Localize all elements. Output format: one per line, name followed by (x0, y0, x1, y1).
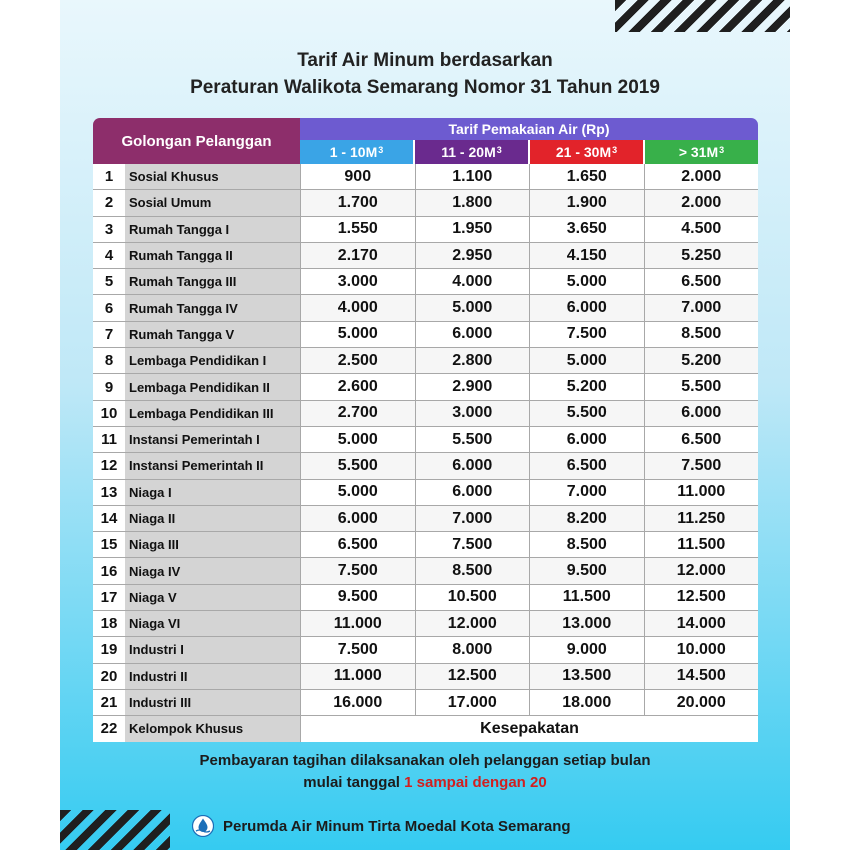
range-unit-exponent: 3 (378, 145, 384, 155)
customer-group-name: Rumah Tangga V (125, 322, 300, 347)
table-row (93, 636, 758, 662)
table-row (93, 584, 758, 610)
tariff-value: 11.500 (644, 532, 759, 557)
tariff-value: 2.500 (300, 348, 415, 373)
tariff-value: 6.500 (300, 532, 415, 557)
table-row (93, 294, 758, 320)
tariff-value: 6.000 (415, 322, 530, 347)
title-line-2: Peraturan Walikota Semarang Nomor 31 Tahun 2019 (190, 77, 660, 98)
customer-group-name: Rumah Tangga IV (125, 295, 300, 320)
customer-group-name: Niaga VI (125, 611, 300, 636)
tariff-value: 13.500 (529, 664, 644, 689)
row-number: 10 (93, 401, 125, 426)
tariff-value: 14.500 (644, 664, 759, 689)
tariff-value: 11.500 (529, 585, 644, 610)
tariff-value: 2.600 (300, 374, 415, 399)
range-unit-exponent: 3 (496, 145, 502, 155)
page-title (60, 47, 790, 101)
tariff-value: 7.000 (644, 295, 759, 320)
tariff-value: 5.000 (300, 480, 415, 505)
customer-group-name: Rumah Tangga II (125, 243, 300, 268)
tariff-value: 4.500 (644, 217, 759, 242)
tariff-value: 9.500 (529, 558, 644, 583)
tariff-table (93, 118, 758, 742)
tariff-value: 6.500 (644, 427, 759, 452)
tariff-value: 1.100 (415, 164, 530, 189)
tariff-value: 6.000 (529, 295, 644, 320)
table-row (93, 715, 758, 741)
tariff-value: 5.000 (529, 348, 644, 373)
row-number: 22 (93, 716, 125, 741)
row-number: 16 (93, 558, 125, 583)
tariff-value: 20.000 (644, 690, 759, 715)
row-number: 14 (93, 506, 125, 531)
row-number: 18 (93, 611, 125, 636)
tariff-value: 8.200 (529, 506, 644, 531)
tariff-value: 5.500 (300, 453, 415, 478)
tariff-value: 6.000 (644, 401, 759, 426)
header-range-3 (528, 140, 643, 164)
tariff-value: 5.000 (300, 322, 415, 347)
tariff-value: 5.200 (644, 348, 759, 373)
title-line-1: Tarif Air Minum berdasarkan (297, 50, 553, 71)
tariff-value: 12.500 (644, 585, 759, 610)
row-number: 5 (93, 269, 125, 294)
tariff-value: 5.500 (415, 427, 530, 452)
tariff-agreement: Kesepakatan (300, 716, 758, 741)
customer-group-name: Niaga II (125, 506, 300, 531)
tariff-value: 8.500 (415, 558, 530, 583)
row-number: 11 (93, 427, 125, 452)
note-line-2-prefix: mulai tanggal (303, 774, 405, 791)
table-row (93, 164, 758, 189)
table-body (93, 164, 758, 742)
tariff-value: 3.000 (300, 269, 415, 294)
row-number: 9 (93, 374, 125, 399)
tariff-value: 6.000 (529, 427, 644, 452)
tariff-value: 4.000 (415, 269, 530, 294)
tariff-value: 14.000 (644, 611, 759, 636)
tariff-value: 12.000 (644, 558, 759, 583)
table-row (93, 321, 758, 347)
tariff-value: 9.000 (529, 637, 644, 662)
customer-group-name: Rumah Tangga I (125, 217, 300, 242)
tariff-value: 18.000 (529, 690, 644, 715)
tariff-value: 8.500 (529, 532, 644, 557)
tariff-value: 4.000 (300, 295, 415, 320)
table-header (93, 118, 758, 164)
tariff-value: 13.000 (529, 611, 644, 636)
row-number: 13 (93, 480, 125, 505)
tariff-value: 5.200 (529, 374, 644, 399)
tariff-value: 11.250 (644, 506, 759, 531)
header-range-4 (643, 140, 758, 164)
tariff-value: 1.900 (529, 190, 644, 215)
customer-group-name: Instansi Pemerintah II (125, 453, 300, 478)
row-number: 6 (93, 295, 125, 320)
tariff-value: 5.000 (300, 427, 415, 452)
table-row (93, 373, 758, 399)
table-row (93, 531, 758, 557)
tariff-value: 7.000 (415, 506, 530, 531)
row-number: 1 (93, 164, 125, 189)
table-row (93, 452, 758, 478)
table-row (93, 479, 758, 505)
tariff-value: 11.000 (644, 480, 759, 505)
range-unit: M (365, 144, 378, 160)
tariff-value: 3.000 (415, 401, 530, 426)
tariff-value: 7.500 (644, 453, 759, 478)
tariff-value: 9.500 (300, 585, 415, 610)
tariff-value: 10.500 (415, 585, 530, 610)
tariff-value: 11.000 (300, 611, 415, 636)
header-golongan: Golongan Pelanggan (93, 118, 300, 164)
tariff-value: 1.650 (529, 164, 644, 189)
customer-group-name: Industri II (125, 664, 300, 689)
table-row (93, 689, 758, 715)
table-row (93, 400, 758, 426)
row-number: 17 (93, 585, 125, 610)
tariff-value: 7.500 (529, 322, 644, 347)
tariff-value: 900 (300, 164, 415, 189)
tariff-value: 5.500 (644, 374, 759, 399)
customer-group-name: Lembaga Pendidikan II (125, 374, 300, 399)
tariff-value: 5.500 (529, 401, 644, 426)
tariff-value: 5.250 (644, 243, 759, 268)
range-unit-exponent: 3 (612, 145, 618, 155)
header-range-1 (300, 140, 413, 164)
tariff-value: 7.500 (415, 532, 530, 557)
decorative-stripes-bottom (60, 810, 170, 850)
tariff-value: 16.000 (300, 690, 415, 715)
tariff-value: 1.800 (415, 190, 530, 215)
table-row (93, 505, 758, 531)
tariff-value: 6.000 (300, 506, 415, 531)
tariff-value: 2.000 (644, 190, 759, 215)
tariff-value: 6.500 (644, 269, 759, 294)
row-number: 7 (93, 322, 125, 347)
note-line-1: Pembayaran tagihan dilaksanakan oleh pelanggan setiap bulan (199, 752, 651, 769)
tariff-value: 10.000 (644, 637, 759, 662)
header-ranges (300, 140, 758, 164)
tariff-value: 6.000 (415, 453, 530, 478)
tariff-value: 5.000 (415, 295, 530, 320)
tariff-value: 5.000 (529, 269, 644, 294)
water-drop-logo-icon (192, 815, 214, 837)
table-row (93, 189, 758, 215)
customer-group-name: Niaga I (125, 480, 300, 505)
note-date-highlight: 1 sampai dengan 20 (404, 774, 547, 791)
row-number: 21 (93, 690, 125, 715)
customer-group-name: Lembaga Pendidikan I (125, 348, 300, 373)
tariff-value: 12.000 (415, 611, 530, 636)
customer-group-name: Niaga IV (125, 558, 300, 583)
tariff-value: 12.500 (415, 664, 530, 689)
row-number: 3 (93, 217, 125, 242)
tariff-value: 2.800 (415, 348, 530, 373)
tariff-value: 1.550 (300, 217, 415, 242)
company-name: Perumda Air Minum Tirta Moedal Kota Semarang (223, 817, 571, 835)
footer (192, 813, 571, 839)
range-label: 11 - 20 (441, 144, 485, 160)
row-number: 8 (93, 348, 125, 373)
row-number: 20 (93, 664, 125, 689)
table-row (93, 268, 758, 294)
tariff-value: 2.900 (415, 374, 530, 399)
tariff-value: 7.000 (529, 480, 644, 505)
customer-group-name: Sosial Khusus (125, 164, 300, 189)
tariff-value: 11.000 (300, 664, 415, 689)
tariff-value: 6.000 (415, 480, 530, 505)
row-number: 15 (93, 532, 125, 557)
customer-group-name: Rumah Tangga III (125, 269, 300, 294)
table-row (93, 610, 758, 636)
row-number: 2 (93, 190, 125, 215)
tariff-value: 17.000 (415, 690, 530, 715)
row-number: 19 (93, 637, 125, 662)
range-label: > 31 (678, 144, 707, 160)
tariff-value: 7.500 (300, 637, 415, 662)
customer-group-name: Niaga III (125, 532, 300, 557)
row-number: 4 (93, 243, 125, 268)
table-row (93, 426, 758, 452)
tariff-value: 2.170 (300, 243, 415, 268)
customer-group-name: Niaga V (125, 585, 300, 610)
tariff-value: 2.950 (415, 243, 530, 268)
tariff-value: 1.950 (415, 217, 530, 242)
range-unit: M (599, 144, 612, 160)
customer-group-name: Sosial Umum (125, 190, 300, 215)
range-label: 21 - 30 (555, 144, 600, 160)
decorative-stripes-top (615, 0, 790, 32)
table-row (93, 242, 758, 268)
customer-group-name: Industri III (125, 690, 300, 715)
customer-group-name: Lembaga Pendidikan III (125, 401, 300, 426)
tariff-value: 8.500 (644, 322, 759, 347)
row-number: 12 (93, 453, 125, 478)
tariff-value: 2.000 (644, 164, 759, 189)
tariff-value: 7.500 (300, 558, 415, 583)
tariff-value: 4.150 (529, 243, 644, 268)
table-row (93, 557, 758, 583)
note-line-2 (60, 772, 790, 794)
tariff-value: 8.000 (415, 637, 530, 662)
table-row (93, 347, 758, 373)
range-unit: M (484, 144, 496, 160)
customer-group-name: Industri I (125, 637, 300, 662)
table-row (93, 216, 758, 242)
range-unit: M (706, 144, 719, 160)
header-range-2 (413, 140, 528, 164)
header-tarif: Tarif Pemakaian Air (Rp) (300, 118, 758, 140)
poster (60, 0, 790, 850)
tariff-value: 3.650 (529, 217, 644, 242)
tariff-value: 6.500 (529, 453, 644, 478)
payment-note (60, 750, 790, 794)
table-row (93, 663, 758, 689)
customer-group-name: Instansi Pemerintah I (125, 427, 300, 452)
customer-group-name: Kelompok Khusus (125, 716, 300, 741)
tariff-value: 1.700 (300, 190, 415, 215)
tariff-value: 2.700 (300, 401, 415, 426)
range-unit-exponent: 3 (719, 145, 725, 155)
range-label: 1 - 10 (329, 144, 366, 160)
